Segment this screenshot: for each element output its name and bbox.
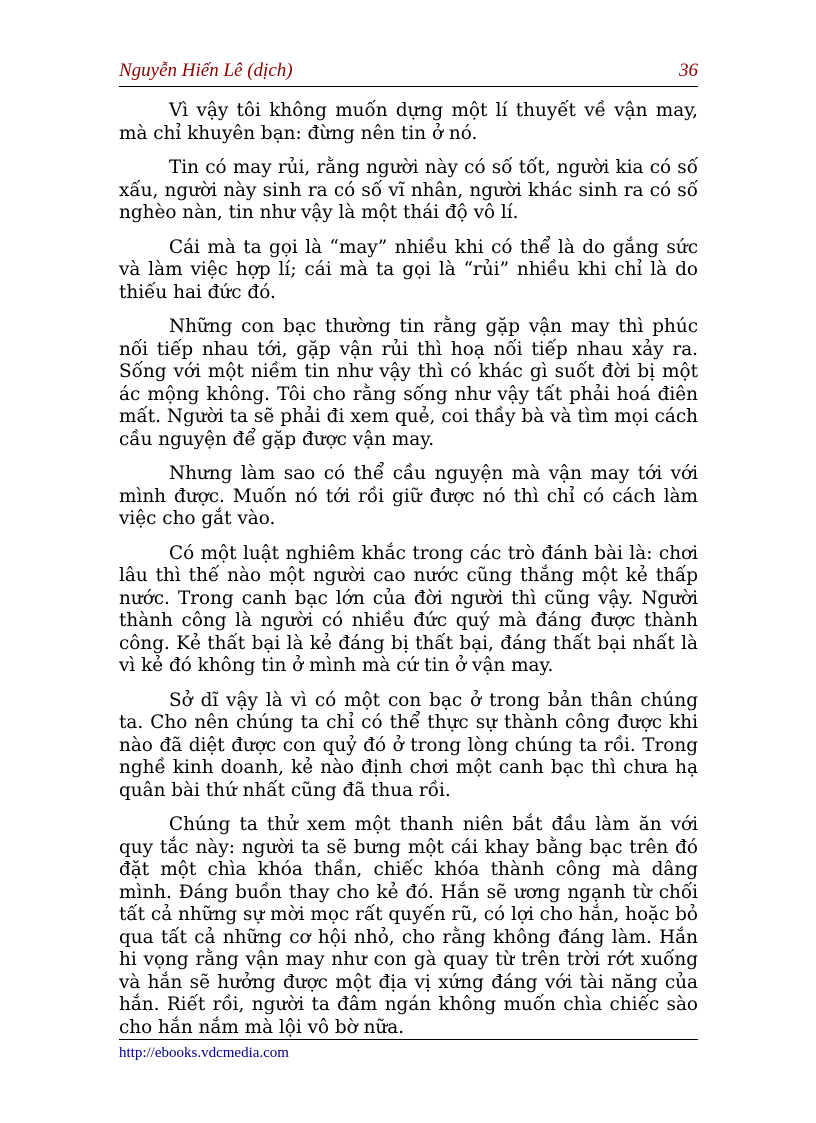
header-divider — [119, 86, 698, 87]
paragraph: Vì vậy tôi không muốn dựng một lí thuyết về vận may, mà chỉ khuyên bạn: đừng nên tin ở nó. — [119, 100, 698, 144]
page-header — [119, 58, 698, 84]
paragraph: Tin có may rủi, rằng người này có số tốt, người kia có số xấu, người này sinh ra có số vĩ nhân, người khác sinh ra có số nghèo nàn, tin như vậy là một thái độ vô lí. — [119, 157, 698, 223]
footer-url[interactable]: http://ebooks.vdcmedia.com — [119, 1045, 289, 1061]
paragraph: Sở dĩ vậy là vì có một con bạc ở trong bản thân chúng ta. Cho nên chúng ta chỉ có thể thực sự thành công được khi nào đã diệt được con quỷ đó ở trong lòng chúng ta rồi. Trong nghề kinh doanh, kẻ nào định chơi một canh bạc thì chưa hạ quân bài thứ nhất cũng đã thua rồi. — [119, 689, 698, 801]
footer-divider — [119, 1039, 698, 1040]
paragraph: Nhưng làm sao có thể cầu nguyện mà vận may tới với mình được. Muốn nó tới rồi giữ được nó thì chỉ có cách làm việc cho gắt vào. — [119, 463, 698, 529]
paragraph: Những con bạc thường tin rằng gặp vận may thì phúc nối tiếp nhau tới, gặp vận rủi thì hoạ nối tiếp nhau xảy ra. Sống với một niềm tin như vậy thì có khác gì suốt đời bị một ác mộng không. Tôi cho rằng sống như vậy tất phải hoá điên mất. Người ta sẽ phải đi xem quẻ, coi thầy bà và tìm mọi cách cầu nguyện để gặp được vận may. — [119, 316, 698, 450]
body-text — [119, 100, 698, 1051]
paragraph: Có một luật nghiêm khắc trong các trò đánh bài là: chơi lâu thì thế nào một người cao nước cũng thắng một kẻ thấp nước. Trong canh bạc lớn của đời người thì cũng vậy. Người thành công là người có nhiều đức quý mà đáng được thành công. Kẻ thất bại là kẻ đáng bị thất bại, đáng thất bại nhất là vì kẻ đó không tin ở mình mà cứ tin ở vận may. — [119, 542, 698, 676]
paragraph: Chúng ta thử xem một thanh niên bắt đầu làm ăn với quy tắc này: người ta sẽ bưng một cái khay bằng bạc trên đó đặt một chìa khóa thần, chiếc khóa thành công mà dâng mình. Đáng buồn thay cho kẻ đó. Hắn sẽ ương ngạnh từ chối tất cả những sự mời mọc rất quyến rũ, có lợi cho hắn, hoặc bỏ qua tất cả những cơ hội nhỏ, cho rằng không đáng làm. Hắn hi vọng rằng vận may như con gà quay từ trên trời rớt xuống và hắn sẽ hưởng được một địa vị xứng đáng với tài năng của hắn. Riết rồi, người ta đâm ngán không muốn chìa chiếc sào cho hắn nắm mà lội vô bờ nữa. — [119, 814, 698, 1038]
paragraph: Cái mà ta gọi là “may” nhiều khi có thể là do gắng sức và làm việc hợp lí; cái mà ta gọi là “rủi” nhiều khi chỉ là do thiếu hai đức đó. — [119, 236, 698, 303]
page-number: 36 — [679, 60, 698, 81]
book-author: Nguyễn Hiến Lê (dịch) — [119, 60, 293, 81]
